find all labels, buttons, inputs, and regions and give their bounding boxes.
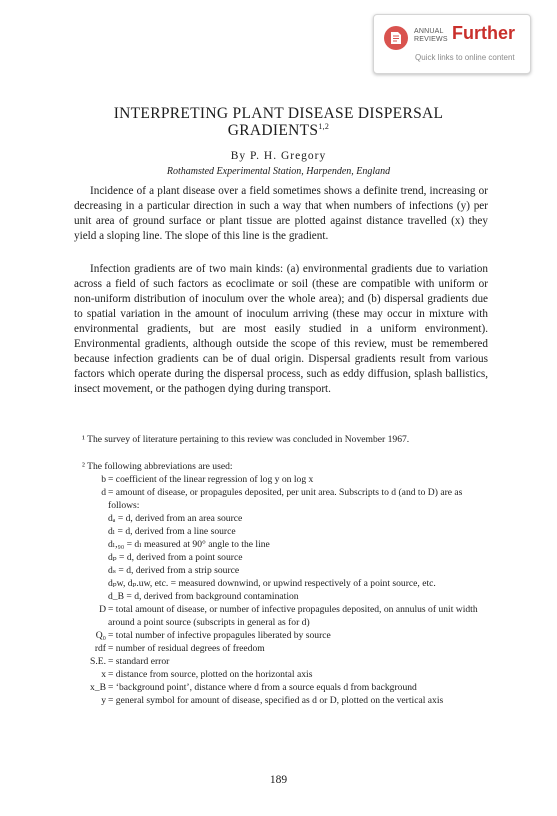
author: By P. H. Gregory xyxy=(230,150,327,162)
annual-reviews-logo-icon xyxy=(384,26,408,50)
abbrev-key: Q₀ xyxy=(95,630,106,641)
sub-dl90: dₗ,₉₀ = dₗ measured at 90° angle to the line xyxy=(108,539,270,550)
abbrev-key: y xyxy=(101,695,106,706)
badge-further-text[interactable]: Further xyxy=(452,23,515,43)
badge-quick-links[interactable]: Quick links to online content xyxy=(415,53,515,62)
badge-annual-reviews xyxy=(414,28,448,44)
abbrev-key: S.E. xyxy=(90,656,106,667)
abbrev-value: = distance from source, plotted on the horizontal axis xyxy=(108,669,313,680)
page-number: 189 xyxy=(269,774,288,786)
abbrev-value: = ‘background point’, distance where d from a source equals d from background xyxy=(108,682,417,693)
footnote-1 xyxy=(74,433,488,446)
further-badge[interactable] xyxy=(373,14,531,74)
abbrev-key: b xyxy=(101,474,106,485)
title-footnote-marks: 1,2 xyxy=(318,122,330,131)
abbrev-D xyxy=(74,603,488,629)
abbrev-d xyxy=(74,486,488,512)
abbrev-key: x_B xyxy=(90,682,106,693)
abbrev-key: D xyxy=(99,604,106,615)
abbrev-se xyxy=(74,655,488,668)
abbrev-value: = total number of infective propagules liberated by source xyxy=(108,630,331,641)
article-title-line2 xyxy=(0,122,557,140)
sub-dpw: dₚw, dₚ.uw, etc. = measured downwind, or upwind respectively of a point source, etc. xyxy=(108,578,436,589)
abbrev-key: d xyxy=(101,487,106,498)
badge-reviews-text: REVIEWS xyxy=(414,36,448,43)
abbrev-b xyxy=(74,473,488,486)
paragraph-1 xyxy=(74,184,488,244)
abbrev-value: = number of residual degrees of freedom xyxy=(108,643,265,654)
abbrev-value: = coefficient of the linear regression of log y on log x xyxy=(108,474,314,485)
abbrev-rdf xyxy=(74,642,488,655)
abbrev-value: = total amount of disease, or number of infective propagules deposited, on annulus of unit width around a point source (subscripts in general as for d) xyxy=(108,604,478,628)
abbrev-value: = standard error xyxy=(108,656,170,667)
paragraph-2-text: Infection gradients are of two main kinds: (a) environmental gradients due to variation across a field of such factors as ecoclimate or soil (these are compatible with uniform or non-uniform distribution of inoculum over the whole area); and (b) dispersal gradients due to spatial variation in the amount of inoculum arriving (these may occur in mixture with environmental gradients, but are most easily studied in a uniform environment). Environmental gradients, although outside the scope of this review, must be remembered because infection gradients can be of dual origin. Dispersal gradients result from various factors which operate during the dispersal process, such as eddy diffusion, splash ballistics, insect movement, or the pathogen dying during transport. xyxy=(74,263,488,395)
sub-dl: dₗ = d, derived from a line source xyxy=(108,526,236,537)
abbrev-x xyxy=(74,668,488,681)
abbrev-key: rdf xyxy=(94,643,106,654)
footnote-2 xyxy=(74,460,488,707)
title-gradients: GRADIENTS xyxy=(227,122,319,140)
paragraph-2 xyxy=(74,262,488,397)
abbrev-key: x xyxy=(101,669,106,680)
footnote-1-text: ¹ The survey of literature pertaining to this review was concluded in November 1967. xyxy=(82,434,410,445)
abbrev-value: = general symbol for amount of disease, specified as d or D, plotted on the vertical axis xyxy=(108,695,444,706)
sub-dp: dₚ = d, derived from a point source xyxy=(108,552,243,563)
abbrev-value: = amount of disease, or propagules deposited, per unit area. Subscripts to d (and to D) are as follows: xyxy=(108,487,463,511)
paragraph-1-text: Incidence of a plant disease over a field sometimes shows a definite trend, increasing or decreasing in a particular direction in such a way that when numbers of infections (y) per unit area of ground surface or plant tissue are plotted against distance travelled (x) they yield a sloping line. The slope of this line is the gradient. xyxy=(74,185,488,242)
affiliation: Rothamsted Experimental Station, Harpenden, England xyxy=(166,166,391,177)
footnote-2-head: ² The following abbreviations are used: xyxy=(82,461,233,472)
article-title-line1: INTERPRETING PLANT DISEASE DISPERSAL xyxy=(113,105,444,122)
badge-annual-text: ANNUAL xyxy=(414,28,444,35)
abbrev-xb xyxy=(74,681,488,694)
sub-da: dₐ = d, derived from an area source xyxy=(108,513,243,524)
sub-ds: dₛ = d, derived from a strip source xyxy=(108,565,240,576)
abbrev-Q0 xyxy=(74,629,488,642)
sub-db: d_B = d, derived from background contamination xyxy=(108,591,299,602)
abbrev-y xyxy=(74,694,488,707)
